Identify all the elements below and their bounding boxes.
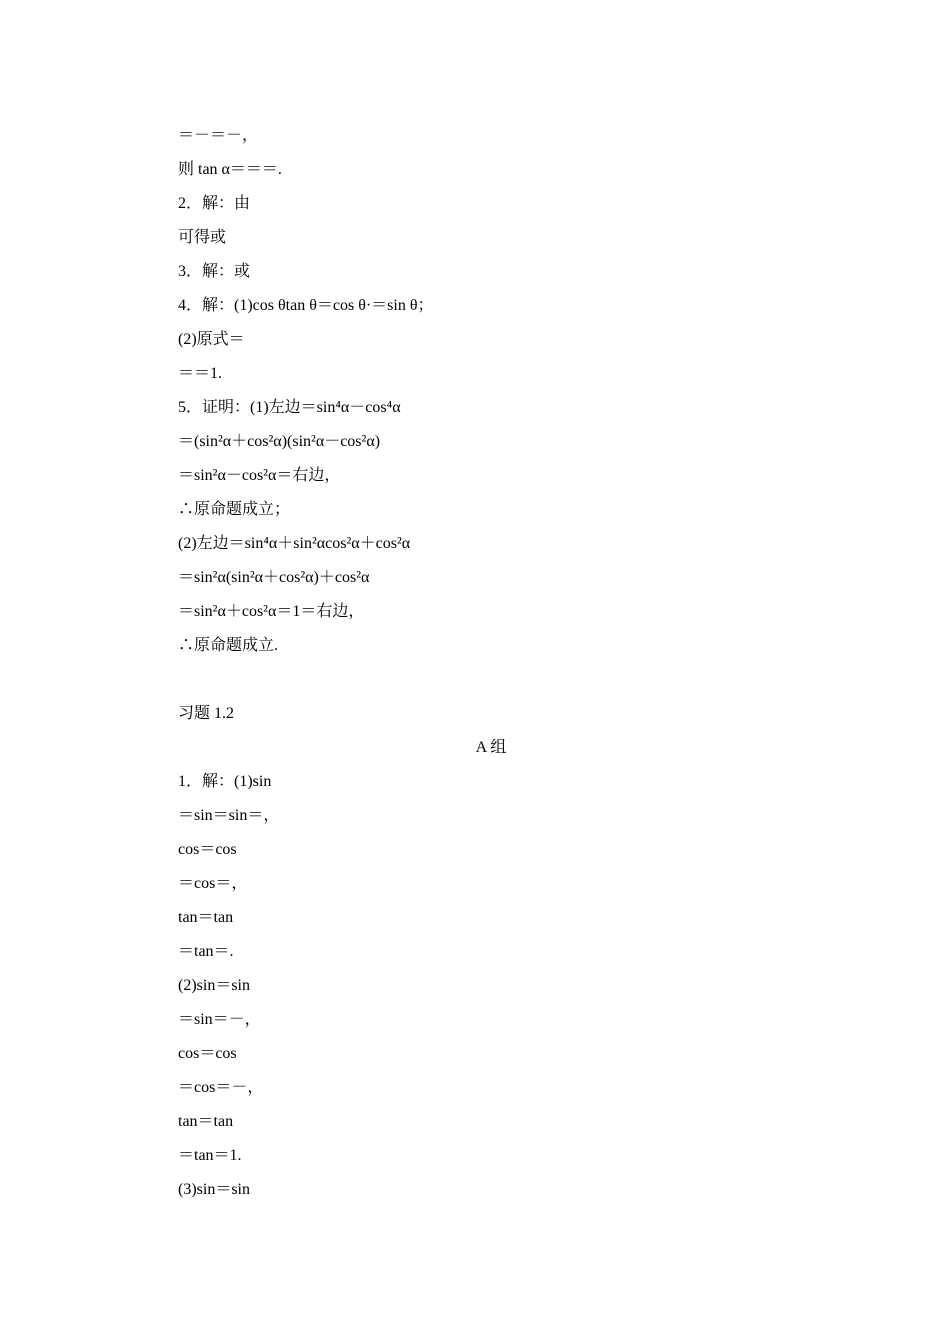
text-line: 可得或 — [178, 229, 227, 246]
text-line: tan＝tan — [178, 909, 234, 926]
text-line: (2)左边＝sin⁴α＋sin²αcos²α＋cos²α — [178, 535, 411, 552]
text-line: ＝tan＝1. — [178, 1147, 242, 1164]
group-heading: A 组 — [475, 739, 507, 756]
text-line: ＝cos＝， — [178, 875, 248, 892]
text-line: ＝－＝－， — [178, 127, 259, 144]
text-line: (3)sin＝sin — [178, 1181, 251, 1198]
text-line: ＝cos＝－， — [178, 1079, 264, 1096]
text-line: ＝sin＝sin＝， — [178, 807, 280, 824]
text-line: ∴原命题成立. — [178, 637, 279, 654]
text-line: tan＝tan — [178, 1113, 234, 1130]
text-line: ＝(sin²α＋cos²α)(sin²α－cos²α) — [178, 433, 381, 450]
text-line: 1．解：(1)sin — [178, 773, 272, 790]
section-heading: 习题 1.2 — [178, 705, 235, 722]
text-line: 则 tan α＝＝＝. — [178, 161, 282, 178]
text-line: ＝sin＝－， — [178, 1011, 261, 1028]
text-line: 5．证明：(1)左边＝sin⁴α－cos⁴α — [178, 399, 401, 416]
text-line: ＝sin²α＋cos²α＝1＝右边， — [178, 603, 365, 620]
text-line: cos＝cos — [178, 841, 237, 858]
text-line: ∴原命题成立； — [178, 501, 291, 518]
text-line: cos＝cos — [178, 1045, 237, 1062]
text-line: (2)sin＝sin — [178, 977, 251, 994]
text-line: 3．解：或 — [178, 263, 251, 280]
text-line: ＝tan＝. — [178, 943, 234, 960]
text-line: (2)原式＝ — [178, 331, 245, 348]
text-line: ＝sin²α－cos²α＝右边， — [178, 467, 341, 484]
text-line: 2．解：由 — [178, 195, 251, 212]
text-line: 4．解：(1)cos θtan θ＝cos θ·＝sin θ； — [178, 297, 434, 314]
text-line: ＝＝1. — [178, 365, 223, 382]
text-line: ＝sin²α(sin²α＋cos²α)＋cos²α — [178, 569, 370, 586]
